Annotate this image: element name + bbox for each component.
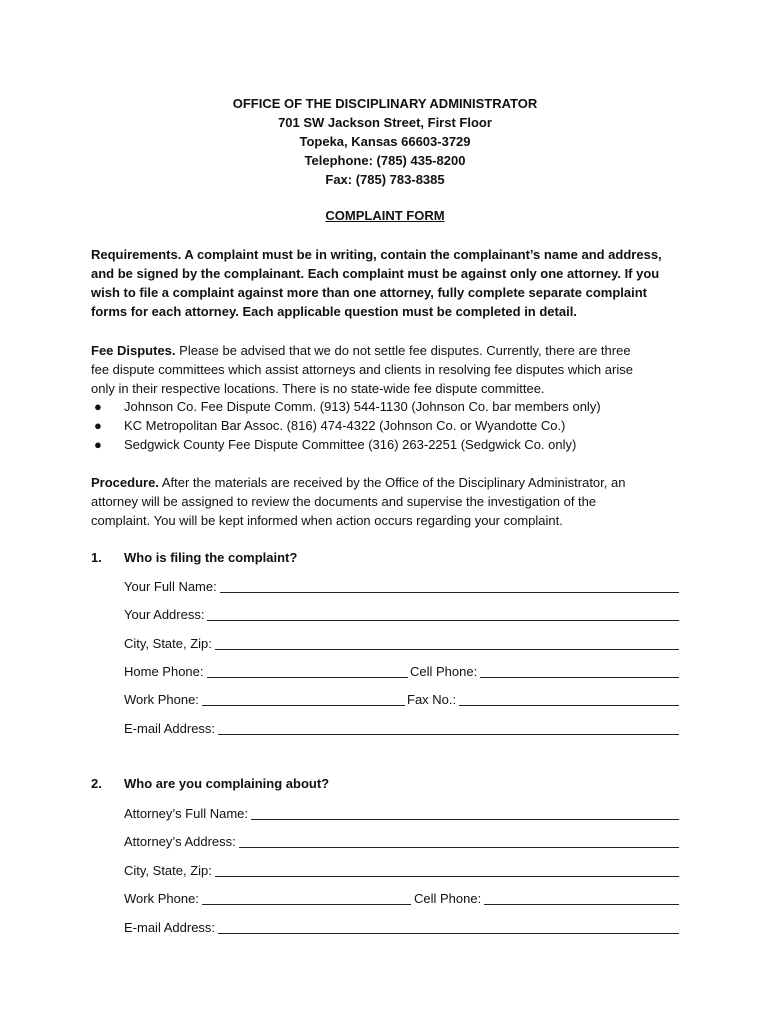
fee-disputes-text: fee dispute committees which assist attorneys and clients in resolving fee disputes which arise: [91, 362, 633, 377]
cell-phone-line[interactable]: [480, 663, 679, 678]
list-item: [91, 435, 691, 454]
section-2-title: Who are you complaining about?: [124, 776, 330, 791]
complainant-city-line[interactable]: [215, 635, 679, 650]
fee-committee-kc: KC Metropolitan Bar Assoc. (816) 474-4322 (Johnson Co. or Wyandotte Co.): [124, 418, 566, 433]
attorney-work-phone-line[interactable]: [202, 890, 411, 905]
complainant-home-phone-field[interactable]: [124, 662, 408, 680]
attorney-email-field[interactable]: [124, 918, 679, 936]
attorney-cell-phone-line[interactable]: [484, 890, 679, 905]
complainant-address-label: Your Address:: [124, 607, 205, 622]
section-2-number: 2.: [91, 776, 102, 791]
complainant-email-field[interactable]: [124, 719, 679, 737]
complainant-name-line[interactable]: [220, 578, 679, 593]
complainant-address-line[interactable]: [207, 606, 679, 621]
complainant-name-label: Your Full Name:: [124, 579, 217, 594]
procedure-paragraph: [91, 473, 681, 530]
attorney-work-phone-field[interactable]: [124, 889, 411, 907]
complainant-fax-field[interactable]: [407, 690, 679, 708]
attorney-name-line[interactable]: [251, 805, 679, 820]
complainant-name-row: [124, 577, 679, 595]
list-item: [91, 416, 691, 435]
email-line[interactable]: [218, 720, 679, 735]
attorney-name-field[interactable]: [124, 804, 679, 822]
complainant-name-field[interactable]: [124, 577, 679, 595]
home-phone-line[interactable]: [207, 663, 409, 678]
requirements-line: wish to file a complaint against more than one attorney, fully complete separate complaint: [91, 285, 647, 300]
bullet-icon: ●: [94, 418, 102, 433]
procedure-text: complaint. You will be kept informed when action occurs regarding your complaint.: [91, 513, 563, 528]
complainant-address-field[interactable]: [124, 605, 679, 623]
attorney-email-label: E-mail Address:: [124, 920, 216, 935]
attorney-name-row: [124, 804, 679, 822]
attorney-city-label: City, State, Zip:: [124, 863, 212, 878]
office-header: [0, 94, 770, 189]
attorney-address-label: Attorney’s Address:: [124, 834, 236, 849]
procedure-heading: Procedure.: [91, 475, 159, 490]
office-city: Topeka, Kansas 66603-3729: [299, 134, 471, 149]
office-name: OFFICE OF THE DISCIPLINARY ADMINISTRATOR: [232, 96, 538, 111]
fee-disputes-paragraph: [91, 341, 681, 398]
bullet-icon: ●: [94, 399, 102, 414]
requirements-line: Requirements. A complaint must be in writing, contain the complainant’s name and address,: [91, 247, 662, 262]
complainant-city-field[interactable]: [124, 634, 679, 652]
requirements-paragraph: [91, 245, 681, 321]
attorney-email-line[interactable]: [218, 919, 679, 934]
office-street: 701 SW Jackson Street, First Floor: [278, 115, 492, 130]
attorney-city-line[interactable]: [215, 862, 679, 877]
attorney-address-row: [124, 832, 679, 850]
attorney-address-field[interactable]: [124, 832, 679, 850]
requirements-line: and be signed by the complainant. Each complaint must be against only one attorney. If you: [91, 266, 660, 281]
procedure-text: attorney will be assigned to review the documents and supervise the investigation of the: [91, 494, 597, 509]
section-1-number: 1.: [91, 550, 102, 565]
list-item: [91, 397, 691, 416]
office-telephone: Telephone: (785) 435-8200: [304, 153, 466, 168]
fee-committee-johnson: Johnson Co. Fee Dispute Comm. (913) 544-1130 (Johnson Co. bar members only): [124, 399, 601, 414]
complainant-cell-phone-field[interactable]: [410, 662, 679, 680]
fee-committee-list: [91, 397, 691, 454]
attorney-cell-phone-label: Cell Phone:: [414, 891, 482, 906]
bullet-icon: ●: [94, 437, 102, 452]
attorney-work-phone-label: Work Phone:: [124, 891, 199, 906]
attorney-name-label: Attorney’s Full Name:: [124, 806, 249, 821]
attorney-city-row: [124, 861, 679, 879]
form-title: COMPLAINT FORM: [325, 208, 445, 223]
attorney-phone-row: [124, 889, 679, 907]
requirements-line: forms for each attorney. Each applicable question must be completed in detail.: [91, 304, 577, 319]
complainant-address-row: [124, 605, 679, 623]
complainant-work-row: [124, 690, 679, 708]
complainant-city-row: [124, 634, 679, 652]
procedure-text: After the materials are received by the Office of the Disciplinary Administrator, an: [158, 475, 626, 490]
work-phone-line[interactable]: [202, 691, 405, 706]
attorney-city-field[interactable]: [124, 861, 679, 879]
fee-disputes-text: Please be advised that we do not settle fee disputes. Currently, there are three: [175, 343, 631, 358]
attorney-address-line[interactable]: [239, 833, 679, 848]
complainant-email-row: [124, 719, 679, 737]
attorney-email-row: [124, 918, 679, 936]
fax-line[interactable]: [459, 691, 679, 706]
fee-committee-sedgwick: Sedgwick County Fee Dispute Committee (316) 263-2251 (Sedgwick Co. only): [124, 437, 577, 452]
fax-label: Fax No.:: [407, 692, 457, 707]
attorney-cell-phone-field[interactable]: [414, 889, 679, 907]
email-label: E-mail Address:: [124, 721, 216, 736]
work-phone-label: Work Phone:: [124, 692, 199, 707]
complainant-city-label: City, State, Zip:: [124, 636, 212, 651]
cell-phone-label: Cell Phone:: [410, 664, 478, 679]
complainant-work-phone-field[interactable]: [124, 690, 405, 708]
fee-disputes-heading: Fee Disputes.: [91, 343, 176, 358]
section-1-title: Who is filing the complaint?: [124, 550, 298, 565]
fee-disputes-text: only in their respective locations. There is no state-wide fee dispute committee.: [91, 381, 545, 396]
office-fax: Fax: (785) 783-8385: [325, 172, 445, 187]
complainant-phone-row: [124, 662, 679, 680]
home-phone-label: Home Phone:: [124, 664, 204, 679]
